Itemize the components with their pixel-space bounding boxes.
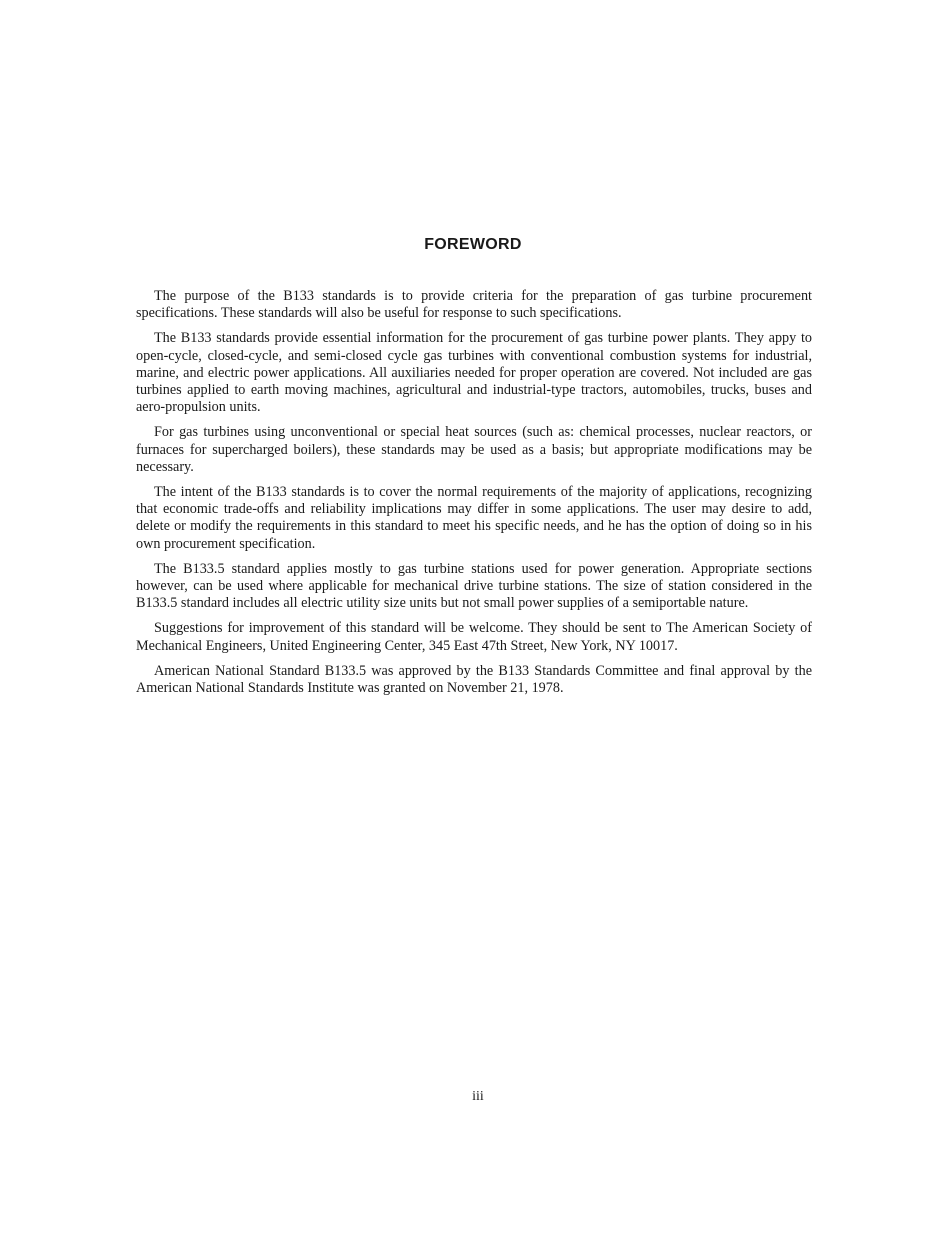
paragraph-intent: The intent of the B133 standards is to cover the normal requirements of the majority of applications, recognizing that economic trade-offs and reliability implications may differ in some applications. The user may desire to add, delete or modify the requirements in this standard to meet his specific needs, and he has the option of doing so in his own procurement specification. [136, 484, 812, 552]
paragraph-b133-5-application: The B133.5 standard applies mostly to gas turbine stations used for power generation. Appropriate sections however, can be used where applicable for mechanical drive turbine stations. The size of station considered in the B133.5 standard includes all electric utility size units but not small power supplies of a semiportable nature. [136, 560, 812, 612]
paragraph-special-heat-sources: For gas turbines using unconventional or special heat sources (such as: chemical processes, nuclear reactors, or furnaces for supercharged boilers), these standards may be used as a basis; but appropriate modifications may be necessary. [136, 424, 812, 475]
paragraph-purpose: The purpose of the B133 standards is to provide criteria for the preparation of gas turbine procurement specifications. These standards will also be useful for response to such specifications. [136, 288, 812, 322]
page-number: iii [472, 1089, 484, 1104]
paragraph-suggestions: Suggestions for improvement of this standard will be welcome. They should be sent to The American Society of Mechanical Engineers, United Engineering Center, 345 East 47th Street, New York, NY 10017. [136, 620, 812, 654]
paragraph-approval: American National Standard B133.5 was approved by the B133 Standards Committee and final approval by the American National Standards Institute was granted on November 21, 1978. [136, 662, 812, 697]
paragraph-scope: The B133 standards provide essential information for the procurement of gas turbine power plants. They appy to open-cycle, closed-cycle, and semi-closed cycle gas turbines with conventional combustion systems for industrial, marine, and electric power applications. All auxiliaries needed for proper operation are covered. Not included are gas turbines applied to earth moving machines, agricultural and industrial-type tractors, automobiles, trucks, buses and aero-propulsion units. [136, 330, 812, 416]
page-title: FOREWORD [424, 236, 522, 253]
foreword-body [136, 288, 812, 705]
